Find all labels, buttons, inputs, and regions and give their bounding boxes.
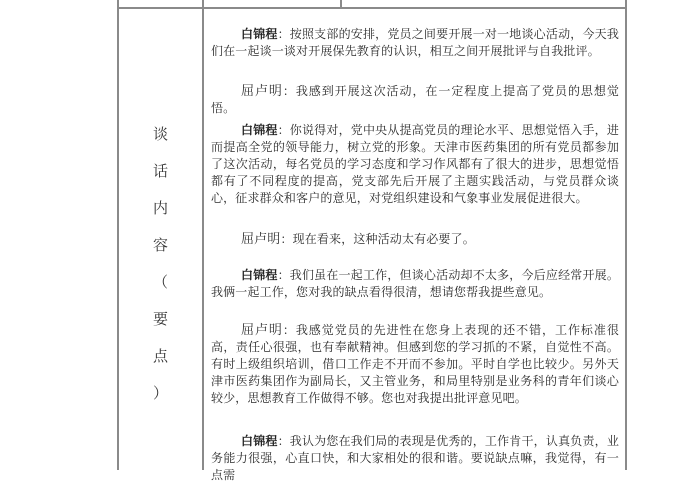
speaker-separator: ： [282, 323, 296, 337]
label-char: 谈 [152, 125, 168, 143]
speaker-separator: ： [277, 434, 290, 448]
dialogue-text: 我感到开展这次活动，在一定程度上提高了党员的思想觉悟。 [211, 84, 619, 115]
label-column [119, 9, 202, 470]
dialogue-paragraph [211, 322, 619, 407]
label-char: 要 [152, 310, 168, 328]
label-char: ） [152, 384, 168, 402]
speaker-separator: ： [277, 27, 290, 41]
speaker-name: 白锦程 [241, 27, 278, 41]
dialogue-paragraph [211, 26, 619, 60]
label-char: （ [152, 273, 168, 291]
dialogue-paragraph [211, 433, 619, 484]
speaker-name: 屈卢明 [241, 232, 281, 247]
label-char: 内 [152, 199, 168, 217]
speaker-separator: ： [277, 268, 290, 282]
speaker-name: 白锦程 [241, 123, 278, 137]
speaker-name: 屈卢明 [241, 84, 283, 99]
talk-content-label [119, 127, 202, 423]
dialogue-text: 现在看来，这种活动太有必要了。 [292, 232, 475, 246]
label-column-divider [202, 0, 204, 470]
dialogue-text: 按照支部的安排，党员之间要开展一对一地谈心活动，今天我们在一起谈一谈对开展保先教育的认识，相互之间开展批评与自我批评。 [211, 27, 620, 58]
dialogue-paragraph [211, 122, 619, 207]
dialogue-paragraph [211, 231, 619, 248]
dialogue-text: 我认为您在我们局的表现是优秀的，工作肯干，认真负责，业务能力很强，心直口快，和大家相处的很和谐。要说缺点嘛，我觉得，有一点需 [211, 434, 620, 482]
dialogue-text: 我们虽在一起工作，但谈心活动却不太多，今后应经常开展。我俩一起工作，您对我的缺点看得很清，想请您帮我提些意见。 [211, 268, 620, 299]
dialogue-paragraph [211, 83, 619, 117]
dialogue-paragraph [211, 267, 619, 301]
speaker-name: 白锦程 [241, 434, 278, 448]
dialogue-text: 我感觉党员的先进性在您身上表现的还不错，工作标准很高，责任心很强，也有奉献精神。但感到您的学习抓的不紧，自觉性不高。有时上级组织培训，借口工作走不开而不参加。平时自学也比较少。另外天津市医药集团作为副局长，又主管业务，和局里特别是业务科的青年们谈心较少，思想教育工作做得不够。您也对我提出批评意见吧。 [211, 323, 619, 405]
label-char: 话 [152, 162, 168, 180]
speaker-separator: ： [282, 84, 296, 98]
speaker-name: 白锦程 [241, 268, 278, 282]
table-right-border [625, 0, 627, 470]
label-char: 点 [152, 347, 168, 365]
label-char: 容 [152, 236, 168, 254]
header-cell-divider [340, 0, 342, 8]
speaker-separator: ： [280, 232, 293, 246]
dialogue-text: 你说得对，党中央从提高党员的理论水平、思想觉悟入手，进而提高全党的领导能力，树立党的形象。天津市医药集团的所有党员都参加了这次活动，每名党员的学习态度和学习作风都有了很大的进步，思想觉悟都有了不同程度的提高，党支部先后开展了主题实践活动，与党员群众谈心，征求群众和客户的意见，对党组织建设和气象事业发展促进很大。 [211, 123, 620, 205]
speaker-name: 屈卢明 [241, 323, 283, 338]
speaker-separator: ： [277, 123, 290, 137]
